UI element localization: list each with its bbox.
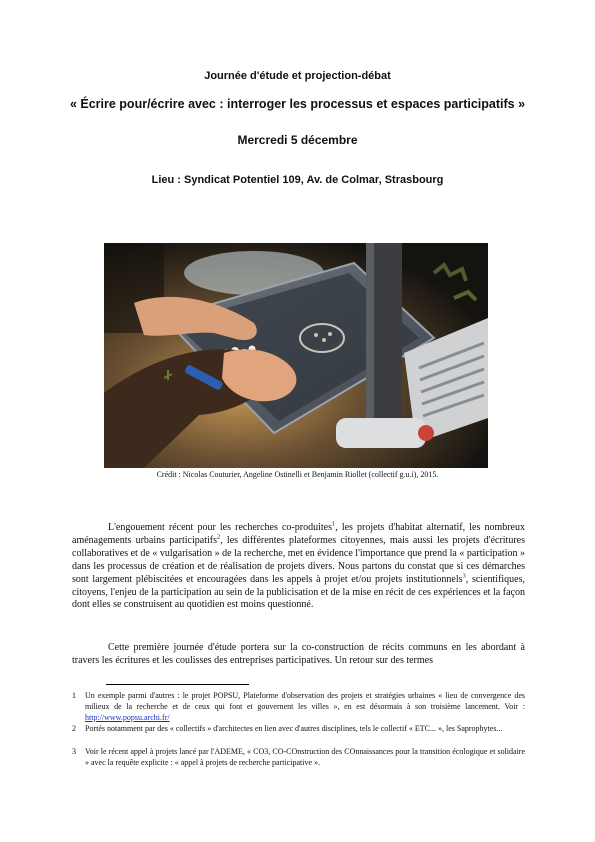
event-title: « Écrire pour/écrire avec : interroger les processus et espaces participatifs » [69,97,526,111]
event-venue: Lieu : Syndicat Potentiel 109, Av. de Colmar, Strasbourg [151,174,444,186]
footnote-3-number: 3 [72,747,76,756]
event-date: Mercredi 5 décembre [237,133,358,147]
event-photo [104,243,488,468]
paragraph-2-text: Cette première journée d'étude portera sur la co-construction de récits communs en les abordant à travers les écritures et les coulisses des entreprises participatives. Un retour sur des termes [72,642,525,666]
footnote-3 [72,746,525,768]
paragraph-1-part-2: , les projets d'habitat alternatif, les nombreux aménagements urbains participatifs [72,522,526,546]
paragraph-1-part-3: , les différentes plateformes citoyennes, mais aussi les projets d'écritures collaboratives et de « vulgarisation » de la recherche, met en évidence l'importance que prend la « participation » dans les processus de création et de réalisation de projets divers. Nous partons du constat que si ces démarches sont largement plébiscitées et encouragées dans les appels à projet et/ou projets institutionnels [72,534,525,585]
photo-caption: Crédit : Nicolas Couturier, Angeline Ostinelli et Benjamin Riollet (collectif g.u.i), 2015. [156,470,439,479]
footnote-2 [72,723,525,734]
paragraph-1-part-1: L'engouement récent pour les recherches co-produites [108,522,332,533]
footnote-separator [106,684,249,685]
photo-illustration [104,243,488,468]
popsu-link[interactable]: http://www.popsu.archi.fr/ [85,713,170,722]
footnote-ref-3: 3 [462,572,466,580]
footnote-ref-1: 1 [331,520,336,528]
footnote-ref-2: 2 [217,533,221,541]
footnote-1-number: 1 [72,691,76,700]
paragraph-2 [72,642,525,668]
paragraph-1 [72,522,525,612]
footnote-1-text: Un exemple parmi d'autres : le projet POPSU, Plateforme d'observation des projets et stratégies urbaines « lieu de convergence des milieux de la recherche et de ceux qui font et gouvernent les villes », en est désormais à son troisième lancement. Voir : [85,691,525,711]
footnote-3-text: Voir le récent appel à projets lancé par l'ADEME, « CO3, CO-COnstruction des COnnaissances pour la transition écologique et solidaire » avec la requête explicite : « appel à projets de recherche participative ». [85,747,525,767]
event-kicker: Journée d'étude et projection-débat [204,70,391,82]
paragraph-1-part-4: , scientifiques, citoyens, l'enjeu de la participation au sein de la publicisation et de la mise en récit de ces expériences et la façon dont elles se construisent au quotidien est moins questionné. [72,573,526,611]
footnote-1 [72,690,525,723]
footnote-2-text: Portés notamment par des « collectifs » d'architectes en lien avec d'autres disciplines, tels le collectif « ETC... », les Saprophytes... [85,724,503,733]
footnote-2-number: 2 [72,724,76,733]
